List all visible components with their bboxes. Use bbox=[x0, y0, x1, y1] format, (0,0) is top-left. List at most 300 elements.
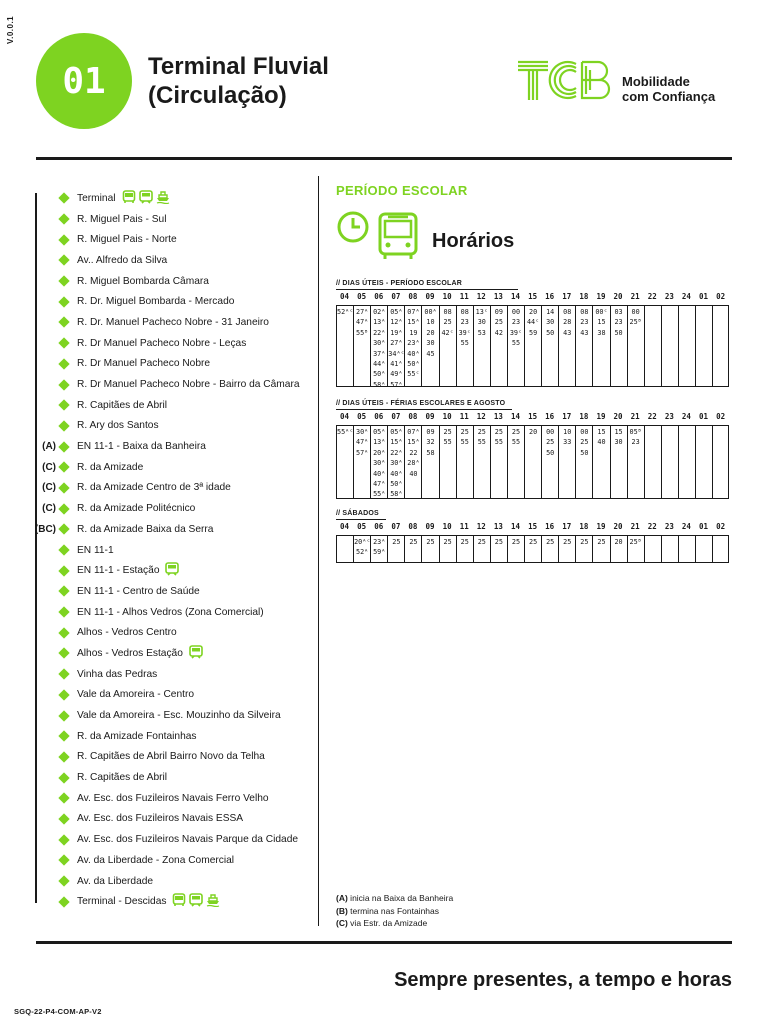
hour-label: 23 bbox=[664, 522, 674, 531]
hour-label: 09 bbox=[425, 292, 435, 301]
stop-name-text: R. Capitães de Abril bbox=[77, 399, 168, 411]
stop-row bbox=[28, 540, 318, 561]
departure-minute: 22ᴬ bbox=[390, 448, 403, 457]
stop-name-text: R. Dr Manuel Pacheco Nobre bbox=[77, 358, 211, 370]
stop-marker-icon bbox=[58, 503, 69, 514]
section-title-rule bbox=[336, 519, 386, 520]
stop-name-text: R. Miguel Pais - Norte bbox=[77, 234, 177, 246]
tcb-logo bbox=[516, 58, 612, 102]
stop-row bbox=[28, 498, 318, 519]
stop-name bbox=[77, 607, 264, 618]
departure-minute: 08 bbox=[563, 308, 572, 316]
departure-minute: 07ᴬ bbox=[407, 428, 420, 436]
hour-column bbox=[661, 535, 678, 563]
stop-name bbox=[77, 524, 213, 535]
stop-code: (C) bbox=[42, 503, 56, 515]
route-number-badge: 01 bbox=[36, 33, 132, 129]
departure-minute: 23 bbox=[614, 318, 623, 327]
hour-label: 24 bbox=[681, 522, 691, 531]
hour-column bbox=[353, 305, 370, 387]
stop-row bbox=[28, 726, 318, 747]
departure-minute: 25 bbox=[494, 318, 503, 327]
stop-name bbox=[77, 317, 269, 328]
hour-column bbox=[610, 425, 627, 499]
hour-label: 14 bbox=[510, 292, 520, 301]
departure-minute: 05ᴬ bbox=[373, 428, 386, 436]
departure-minute: 40 bbox=[597, 438, 606, 447]
stop-name-text: R. Dr Manuel Pacheco Nobre - Bairro da Câmara bbox=[77, 379, 300, 391]
departure-minute: 08 bbox=[580, 308, 589, 316]
stop-name-text: R. Miguel Bombarda Câmara bbox=[77, 275, 209, 287]
hour-column bbox=[353, 425, 370, 499]
timetable-heading: Horários bbox=[432, 230, 515, 252]
brand-tagline bbox=[622, 74, 715, 104]
stop-marker-icon bbox=[58, 462, 69, 473]
stop-row bbox=[28, 622, 318, 643]
departure-minute: 42 bbox=[494, 328, 503, 337]
departure-minute: 25 bbox=[563, 538, 572, 546]
stop-name-text: Av.. Alfredo da Silva bbox=[77, 254, 168, 266]
departure-minute: 22ᴬ bbox=[373, 328, 386, 337]
footnotes bbox=[336, 892, 453, 930]
stop-name bbox=[77, 545, 114, 556]
hour-column bbox=[439, 305, 456, 387]
hour-label: 05 bbox=[357, 412, 367, 421]
stop-name bbox=[77, 420, 159, 431]
departure-minute: 58ᴬ bbox=[373, 380, 386, 389]
hour-column bbox=[439, 535, 456, 563]
stop-name bbox=[77, 338, 246, 349]
stop-marker-icon bbox=[58, 337, 69, 348]
hour-column bbox=[712, 305, 729, 387]
departure-minute: 50ᴬ bbox=[390, 480, 403, 489]
hour-column bbox=[490, 305, 507, 387]
departure-minute: 47ᴬ bbox=[356, 438, 369, 447]
stop-marker-icon bbox=[58, 317, 69, 328]
hour-column bbox=[644, 425, 661, 499]
departure-minute: 43 bbox=[563, 328, 572, 337]
section-title-rule bbox=[336, 289, 518, 290]
departure-minute: 25 bbox=[494, 428, 503, 436]
hour-column bbox=[336, 535, 353, 563]
departure-minute: 55 bbox=[477, 438, 486, 447]
section-title-rule bbox=[336, 409, 512, 410]
hour-label: 19 bbox=[596, 292, 606, 301]
stop-marker-icon bbox=[58, 648, 69, 659]
hour-column bbox=[558, 535, 575, 563]
departure-minute: 05ᴮ bbox=[629, 428, 642, 436]
stop-name bbox=[77, 876, 153, 887]
stop-name bbox=[77, 893, 220, 910]
departure-minute: 13ᶜ bbox=[475, 308, 488, 316]
top-rule bbox=[36, 157, 732, 160]
departure-minute: 03 bbox=[614, 308, 623, 316]
stop-marker-icon bbox=[58, 586, 69, 597]
stop-row bbox=[28, 871, 318, 892]
departure-minute: 55ᴮ bbox=[356, 328, 369, 337]
hours-header-row bbox=[336, 292, 729, 304]
stop-marker-icon bbox=[58, 813, 69, 824]
hour-label: 10 bbox=[442, 292, 452, 301]
departure-minute: 55 bbox=[443, 438, 452, 447]
departure-minute: 55 bbox=[511, 438, 521, 447]
stop-name bbox=[77, 462, 143, 473]
departure-minute: 25ᴮ bbox=[629, 318, 642, 327]
departure-minute: 25 bbox=[597, 538, 606, 546]
departure-minute: 44ᴬ bbox=[373, 360, 386, 369]
departure-minute: 52ᴬᶜ bbox=[337, 308, 354, 316]
stop-name bbox=[77, 751, 265, 762]
departure-minute: 00 bbox=[631, 308, 640, 316]
hour-column bbox=[507, 425, 524, 499]
hour-label: 05 bbox=[357, 292, 367, 301]
stop-name-text: EN 11-1 bbox=[77, 544, 114, 556]
stop-row bbox=[28, 291, 318, 312]
departure-minute: 55ᴬ bbox=[373, 490, 386, 499]
departure-minute: 39ᶜ bbox=[509, 328, 523, 337]
hour-label: 15 bbox=[528, 292, 538, 301]
hour-column bbox=[404, 425, 421, 499]
hour-label: 17 bbox=[562, 292, 572, 301]
stop-row bbox=[28, 395, 318, 416]
departure-minute: 30 bbox=[546, 318, 555, 327]
departure-minute: 10 bbox=[426, 318, 435, 327]
departure-minute: 20ᴬᶜ bbox=[354, 538, 371, 546]
departure-minute: 08 bbox=[443, 308, 452, 316]
departure-minute: 25 bbox=[443, 428, 452, 436]
train-icon bbox=[189, 893, 203, 910]
stop-row bbox=[28, 747, 318, 768]
stop-name-text: Alhos - Vedros Estação bbox=[77, 648, 183, 660]
route-title-line1: Terminal Fluvial bbox=[148, 53, 329, 80]
departure-minute: 49ᴬ bbox=[390, 370, 403, 379]
hour-column bbox=[592, 535, 609, 563]
departure-minute: 00 bbox=[580, 428, 589, 436]
stop-row bbox=[28, 685, 318, 706]
departure-minute: 20 bbox=[528, 308, 538, 316]
stop-marker-icon bbox=[58, 834, 69, 845]
stop-code: (C) bbox=[42, 482, 56, 494]
stop-name bbox=[77, 482, 231, 493]
departure-minute: 25ᴮ bbox=[629, 538, 642, 546]
hours-header-row bbox=[336, 412, 729, 424]
departure-minute: 15ᴬ bbox=[407, 318, 420, 327]
stop-row bbox=[28, 188, 318, 209]
bottom-rule bbox=[36, 941, 732, 944]
hour-label: 11 bbox=[459, 412, 469, 421]
hour-label: 16 bbox=[545, 412, 555, 421]
departure-minute: 00ᶜ bbox=[595, 308, 608, 316]
departure-grid bbox=[336, 425, 729, 499]
hour-label: 04 bbox=[340, 412, 350, 421]
hour-column bbox=[370, 535, 387, 563]
hour-label: 20 bbox=[613, 292, 623, 301]
train-icon bbox=[139, 190, 153, 207]
departure-minute: 47ᴬ bbox=[356, 318, 369, 327]
departure-minute: 07ᴬ bbox=[407, 308, 420, 316]
departure-grid bbox=[336, 305, 729, 387]
stop-name bbox=[77, 669, 157, 680]
departure-minute: 08 bbox=[460, 308, 469, 316]
hour-label: 01 bbox=[699, 522, 709, 531]
departure-minute: 23 bbox=[511, 318, 521, 327]
hour-label: 20 bbox=[613, 412, 623, 421]
departure-minute: 25 bbox=[460, 428, 469, 436]
departure-minute: 30 bbox=[426, 339, 435, 348]
stop-name-text: Terminal bbox=[77, 193, 116, 205]
stop-name bbox=[77, 586, 200, 597]
hour-column bbox=[644, 535, 661, 563]
footnote: (A) inicia na Baixa da Banheira bbox=[336, 893, 454, 903]
hour-label: 12 bbox=[476, 522, 486, 531]
stop-transport-icons bbox=[165, 562, 179, 579]
stop-name bbox=[77, 503, 195, 514]
stop-marker-icon bbox=[58, 400, 69, 411]
departure-minute: 25 bbox=[460, 538, 469, 546]
departure-minute: 15 bbox=[614, 428, 623, 436]
stop-name bbox=[77, 190, 170, 207]
hour-label: 16 bbox=[545, 292, 555, 301]
departure-minute: 30ᴬ bbox=[373, 339, 386, 348]
hour-column bbox=[541, 535, 558, 563]
stop-marker-icon bbox=[58, 606, 69, 617]
departure-minute: 33 bbox=[563, 438, 572, 447]
hour-label: 18 bbox=[579, 412, 589, 421]
stop-name-text: Av. da Liberdade bbox=[77, 875, 154, 887]
departure-minute: 30 bbox=[614, 438, 623, 447]
ferry-icon bbox=[206, 893, 220, 910]
stop-name bbox=[77, 689, 194, 700]
departure-minute: 44ᶜ bbox=[526, 318, 540, 327]
hour-label: 13 bbox=[493, 522, 503, 531]
departure-minute: 40ᴬ bbox=[373, 469, 386, 478]
stop-code: (BC) bbox=[34, 523, 56, 535]
departure-minute: 30 bbox=[477, 318, 486, 327]
stop-row bbox=[28, 271, 318, 292]
stop-row bbox=[28, 354, 318, 375]
stop-name-text: Vale da Amoreira - Centro bbox=[77, 689, 195, 701]
hour-column bbox=[387, 425, 404, 499]
departure-minute: 25 bbox=[511, 428, 521, 436]
document-code: SGQ-22-P4-COM-AP-V2 bbox=[14, 1007, 102, 1016]
hour-column bbox=[661, 305, 678, 387]
stop-name bbox=[77, 400, 167, 411]
stop-row bbox=[28, 850, 318, 871]
stop-list bbox=[28, 188, 318, 912]
hour-label: 05 bbox=[357, 522, 367, 531]
stop-row bbox=[28, 581, 318, 602]
stop-name-text: R. da Amizade bbox=[77, 461, 144, 473]
stop-name bbox=[77, 296, 234, 307]
departure-minute: 59 bbox=[528, 328, 538, 337]
hour-label: 04 bbox=[340, 292, 350, 301]
departure-minute: 47ᴬ bbox=[373, 480, 386, 489]
bus-front-icon bbox=[376, 211, 420, 261]
departure-minute: 43 bbox=[580, 328, 589, 337]
hour-label: 21 bbox=[630, 522, 640, 531]
hour-label: 04 bbox=[340, 522, 350, 531]
hour-label: 23 bbox=[664, 412, 674, 421]
departure-minute: 25 bbox=[580, 438, 589, 447]
departure-minute: 05ᴬ bbox=[390, 308, 403, 316]
hour-column bbox=[558, 425, 575, 499]
footnote: (B) termina nas Fontainhas bbox=[336, 905, 440, 916]
departure-minute: 13ᴬ bbox=[373, 318, 386, 327]
hour-label: 22 bbox=[647, 292, 657, 301]
hour-column bbox=[456, 425, 473, 499]
hour-label: 21 bbox=[630, 292, 640, 301]
departure-minute: 57ᴬ bbox=[356, 448, 369, 457]
departure-minute: 40 bbox=[409, 469, 418, 478]
hour-label: 12 bbox=[476, 292, 486, 301]
hour-column bbox=[592, 305, 609, 387]
hour-column bbox=[627, 305, 644, 387]
footnote: (C) via Estr. da Amizade bbox=[336, 918, 428, 928]
stop-marker-icon bbox=[58, 213, 69, 224]
hour-label: 15 bbox=[528, 412, 538, 421]
stop-marker-icon bbox=[58, 358, 69, 369]
stop-row bbox=[28, 457, 318, 478]
stop-row bbox=[28, 478, 318, 499]
schedule-section-title: // SÁBADOS bbox=[336, 510, 379, 517]
stop-name bbox=[77, 793, 269, 804]
stop-name-text: Alhos - Vedros Centro bbox=[77, 627, 177, 639]
stop-name-text: EN 11-1 - Estação bbox=[77, 565, 160, 577]
departure-minute: 15ᴬ bbox=[390, 438, 403, 447]
hour-column bbox=[712, 425, 729, 499]
hour-column bbox=[507, 535, 524, 563]
departure-minute: 53 bbox=[477, 328, 486, 337]
departure-minute: 09 bbox=[494, 308, 503, 316]
departure-minute: 25 bbox=[528, 538, 538, 546]
departure-minute: 00ᴬ bbox=[424, 308, 437, 316]
departure-minute: 19ᴬ bbox=[390, 328, 403, 337]
stop-row bbox=[28, 788, 318, 809]
departure-minute: 13ᴬ bbox=[373, 438, 386, 447]
stop-marker-icon bbox=[58, 731, 69, 742]
departure-minute: 30ᴬ bbox=[373, 459, 386, 468]
hour-label: 23 bbox=[664, 292, 674, 301]
departure-minute: 25 bbox=[511, 538, 521, 546]
hour-column bbox=[421, 535, 438, 563]
stop-row bbox=[28, 209, 318, 230]
departure-grid bbox=[336, 535, 729, 563]
hour-label: 14 bbox=[510, 522, 520, 531]
hour-label: 13 bbox=[493, 292, 503, 301]
departure-minute: 15ᴬ bbox=[407, 438, 420, 447]
stop-name bbox=[77, 855, 234, 866]
hour-column bbox=[404, 535, 421, 563]
departure-minute: 25 bbox=[392, 538, 401, 546]
departure-minute: 25 bbox=[477, 428, 486, 436]
departure-minute: 55ᴬᶜ bbox=[337, 428, 354, 436]
stop-name-text: Av. Esc. dos Fuzileiros Navais Ferro Velho bbox=[77, 792, 269, 804]
hour-column bbox=[353, 535, 370, 563]
version-label: V.0.0.1 bbox=[6, 15, 15, 44]
hour-label: 02 bbox=[716, 522, 726, 531]
departure-minute: 25 bbox=[546, 538, 555, 546]
stop-name bbox=[77, 255, 167, 266]
stop-name bbox=[77, 379, 300, 390]
stop-name-text: Vale da Amoreira - Esc. Mouzinho da Silveira bbox=[77, 710, 281, 722]
hour-column bbox=[387, 305, 404, 387]
departure-minute: 27ᴬ bbox=[356, 308, 369, 316]
stop-marker-icon bbox=[58, 565, 69, 576]
hour-label: 08 bbox=[408, 292, 418, 301]
stop-name bbox=[77, 562, 179, 579]
departure-minute: 20 bbox=[528, 428, 538, 436]
departure-minute: 05ᴬ bbox=[390, 428, 403, 436]
stop-name-text: R. Capitães de Abril bbox=[77, 772, 168, 784]
departure-minute: 50ᴬ bbox=[407, 360, 420, 369]
stop-marker-icon bbox=[58, 524, 69, 535]
hour-label: 13 bbox=[493, 412, 503, 421]
hour-column bbox=[456, 535, 473, 563]
hour-label: 17 bbox=[562, 412, 572, 421]
hour-label: 20 bbox=[613, 522, 623, 531]
departure-minute: 30ᴬ bbox=[390, 459, 403, 468]
stop-row bbox=[28, 705, 318, 726]
departure-minute: 12ᴬ bbox=[390, 318, 403, 327]
departure-minute: 40ᴬ bbox=[390, 469, 403, 478]
stop-row bbox=[28, 436, 318, 457]
column-divider bbox=[318, 176, 319, 926]
stop-row bbox=[28, 250, 318, 271]
hour-column bbox=[541, 425, 558, 499]
stop-name-text: R. Dr Manuel Pacheco Nobre - Leças bbox=[77, 337, 247, 349]
stop-marker-icon bbox=[58, 482, 69, 493]
stop-name-text: R. Capitães de Abril Bairro Novo da Telha bbox=[77, 751, 265, 763]
departure-minute: 50ᴬ bbox=[373, 370, 386, 379]
hour-column bbox=[695, 425, 712, 499]
stop-marker-icon bbox=[58, 627, 69, 638]
departure-minute: 37ᴬ bbox=[373, 349, 386, 358]
stop-name bbox=[77, 358, 210, 369]
hour-label: 06 bbox=[374, 412, 384, 421]
departure-minute: 55ᶜ bbox=[407, 370, 420, 379]
stop-row bbox=[28, 809, 318, 830]
departure-minute: 30ᴬ bbox=[356, 428, 369, 436]
departure-minute: 15 bbox=[597, 428, 606, 436]
departure-minute: 10 bbox=[563, 428, 572, 436]
period-label: PERÍODO ESCOLAR bbox=[336, 183, 468, 198]
stop-name-text: Av. Esc. dos Fuzileiros Navais Parque da Cidade bbox=[77, 834, 299, 846]
stop-transport-icons bbox=[172, 893, 220, 910]
departure-minute: 02ᴬ bbox=[373, 308, 386, 316]
departure-minute: 55 bbox=[460, 339, 469, 348]
hour-label: 21 bbox=[630, 412, 640, 421]
hour-column bbox=[610, 305, 627, 387]
departure-minute: 55 bbox=[494, 438, 503, 447]
stop-name-text: R. Ary dos Santos bbox=[77, 420, 159, 432]
hour-label: 17 bbox=[562, 522, 572, 531]
hour-label: 06 bbox=[374, 292, 384, 301]
departure-minute: 00 bbox=[511, 308, 521, 316]
hour-label: 11 bbox=[459, 292, 469, 301]
hour-label: 01 bbox=[699, 412, 709, 421]
stop-marker-icon bbox=[58, 193, 69, 204]
stop-name-text: R. da Amizade Politécnico bbox=[77, 503, 196, 515]
hour-column bbox=[507, 305, 524, 387]
stop-name-text: R. da Amizade Centro de 3ª idade bbox=[77, 482, 231, 494]
departure-minute: 45 bbox=[426, 349, 435, 358]
hour-label: 24 bbox=[681, 292, 691, 301]
slogan: Sempre presentes, a tempo e horas bbox=[394, 969, 732, 991]
clock-icon bbox=[336, 210, 370, 244]
stop-transport-icons bbox=[122, 190, 170, 207]
hour-column bbox=[678, 425, 695, 499]
brand-tagline-line2: com Confiança bbox=[622, 89, 716, 104]
